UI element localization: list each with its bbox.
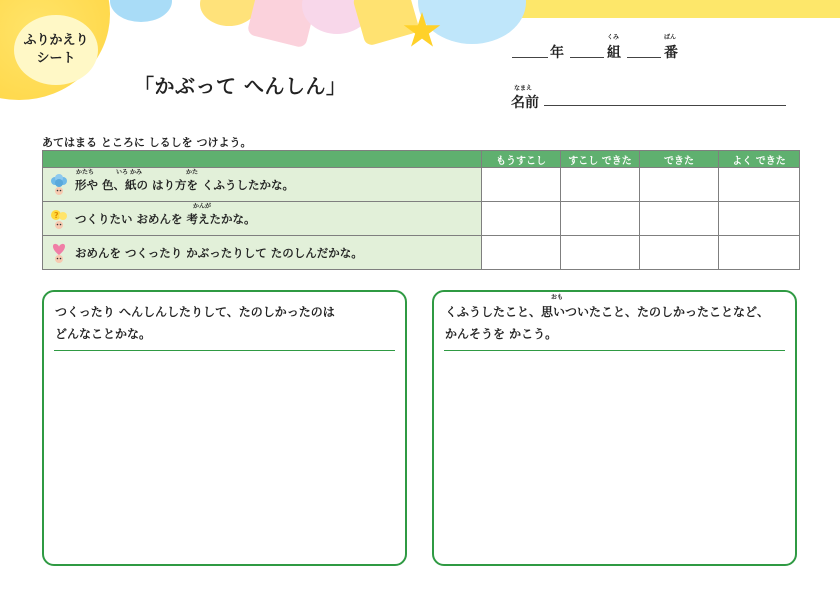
ruby-kata: かた	[186, 169, 199, 176]
reflection-box-impressions[interactable]	[432, 290, 797, 566]
table-row	[43, 236, 800, 270]
rating-cell[interactable]	[719, 202, 800, 236]
number-label: 番	[664, 45, 678, 61]
rating-cell[interactable]	[482, 236, 561, 270]
page-title: 「かぶって へんしん」	[134, 74, 347, 98]
class-label: 組	[607, 45, 621, 61]
question-cell	[43, 236, 482, 270]
table-row	[43, 202, 800, 236]
rating-cell[interactable]	[482, 168, 561, 202]
rating-cell[interactable]	[640, 236, 719, 270]
column-header: すこし できた	[561, 151, 640, 168]
class-ruby: くみ	[607, 34, 620, 41]
box-prompt-line1: くふうしたこと、思いついたこと、たのしかったことなど、	[445, 305, 770, 319]
question-text: おめんを つくったり かぶったりして たのしんだかな。	[75, 245, 363, 260]
yellow-lightbulb-icon	[49, 208, 69, 230]
column-header	[43, 151, 482, 168]
top-yellow-band	[520, 0, 840, 18]
decorative-yellow-square	[352, 0, 420, 47]
table-header-row	[43, 151, 800, 168]
box-prompt-line1: つくったり へんしんしたりして、たのしかったのは	[55, 305, 335, 319]
decorative-blue-shape	[110, 0, 172, 22]
box-prompt-line2: どんなことかな。	[55, 327, 152, 341]
rating-cell[interactable]	[719, 168, 800, 202]
instruction-text: あてはまる ところに しるしを つけよう。	[42, 136, 252, 149]
rating-table	[42, 150, 800, 270]
question-text: 形や 色、紙の はり方を くふうしたかな。	[75, 177, 295, 192]
year-label: 年	[550, 45, 564, 61]
box-prompt	[445, 301, 769, 345]
name-ruby: なまえ	[514, 85, 533, 92]
column-header: もうすこし	[482, 151, 561, 168]
ruby-omo: おも	[551, 294, 564, 301]
name-label: 名前	[511, 95, 539, 111]
table-row	[43, 168, 800, 202]
box-prompt	[55, 301, 335, 345]
rating-cell[interactable]	[719, 236, 800, 270]
rating-cell[interactable]	[640, 202, 719, 236]
ruby-katachi: かたち	[76, 169, 95, 176]
name-line[interactable]	[544, 105, 786, 106]
question-cell	[43, 202, 482, 236]
rating-cell[interactable]	[561, 168, 640, 202]
badge-line1: ふりかえり	[23, 33, 89, 48]
rating-cell[interactable]	[561, 236, 640, 270]
ruby-kami: かみ	[130, 169, 143, 176]
column-header: できた	[640, 151, 719, 168]
sheet-badge	[14, 15, 98, 85]
reflection-box-fun[interactable]	[42, 290, 407, 566]
number-ruby: ばん	[664, 34, 677, 41]
svg-text:?: ?	[54, 210, 59, 220]
box-prompt-line2: かんそうを かこう。	[445, 327, 558, 341]
box-divider	[54, 350, 395, 351]
rating-cell[interactable]	[561, 202, 640, 236]
blue-flower-icon	[49, 174, 69, 196]
question-cell	[43, 168, 482, 202]
rating-cell[interactable]	[640, 168, 719, 202]
badge-line2: シート	[36, 51, 76, 66]
column-header: よく できた	[719, 151, 800, 168]
ruby-iro: いろ	[116, 169, 129, 176]
question-text: つくりたい おめんを 考えたかな。	[75, 211, 256, 226]
year-line[interactable]	[512, 57, 548, 58]
rating-cell[interactable]	[482, 202, 561, 236]
ruby-kanga: かんが	[193, 203, 212, 210]
box-divider	[444, 350, 785, 351]
number-line[interactable]	[627, 57, 661, 58]
decorative-blue-circle	[418, 0, 526, 44]
class-line[interactable]	[570, 57, 604, 58]
pink-heart-icon	[49, 242, 69, 264]
